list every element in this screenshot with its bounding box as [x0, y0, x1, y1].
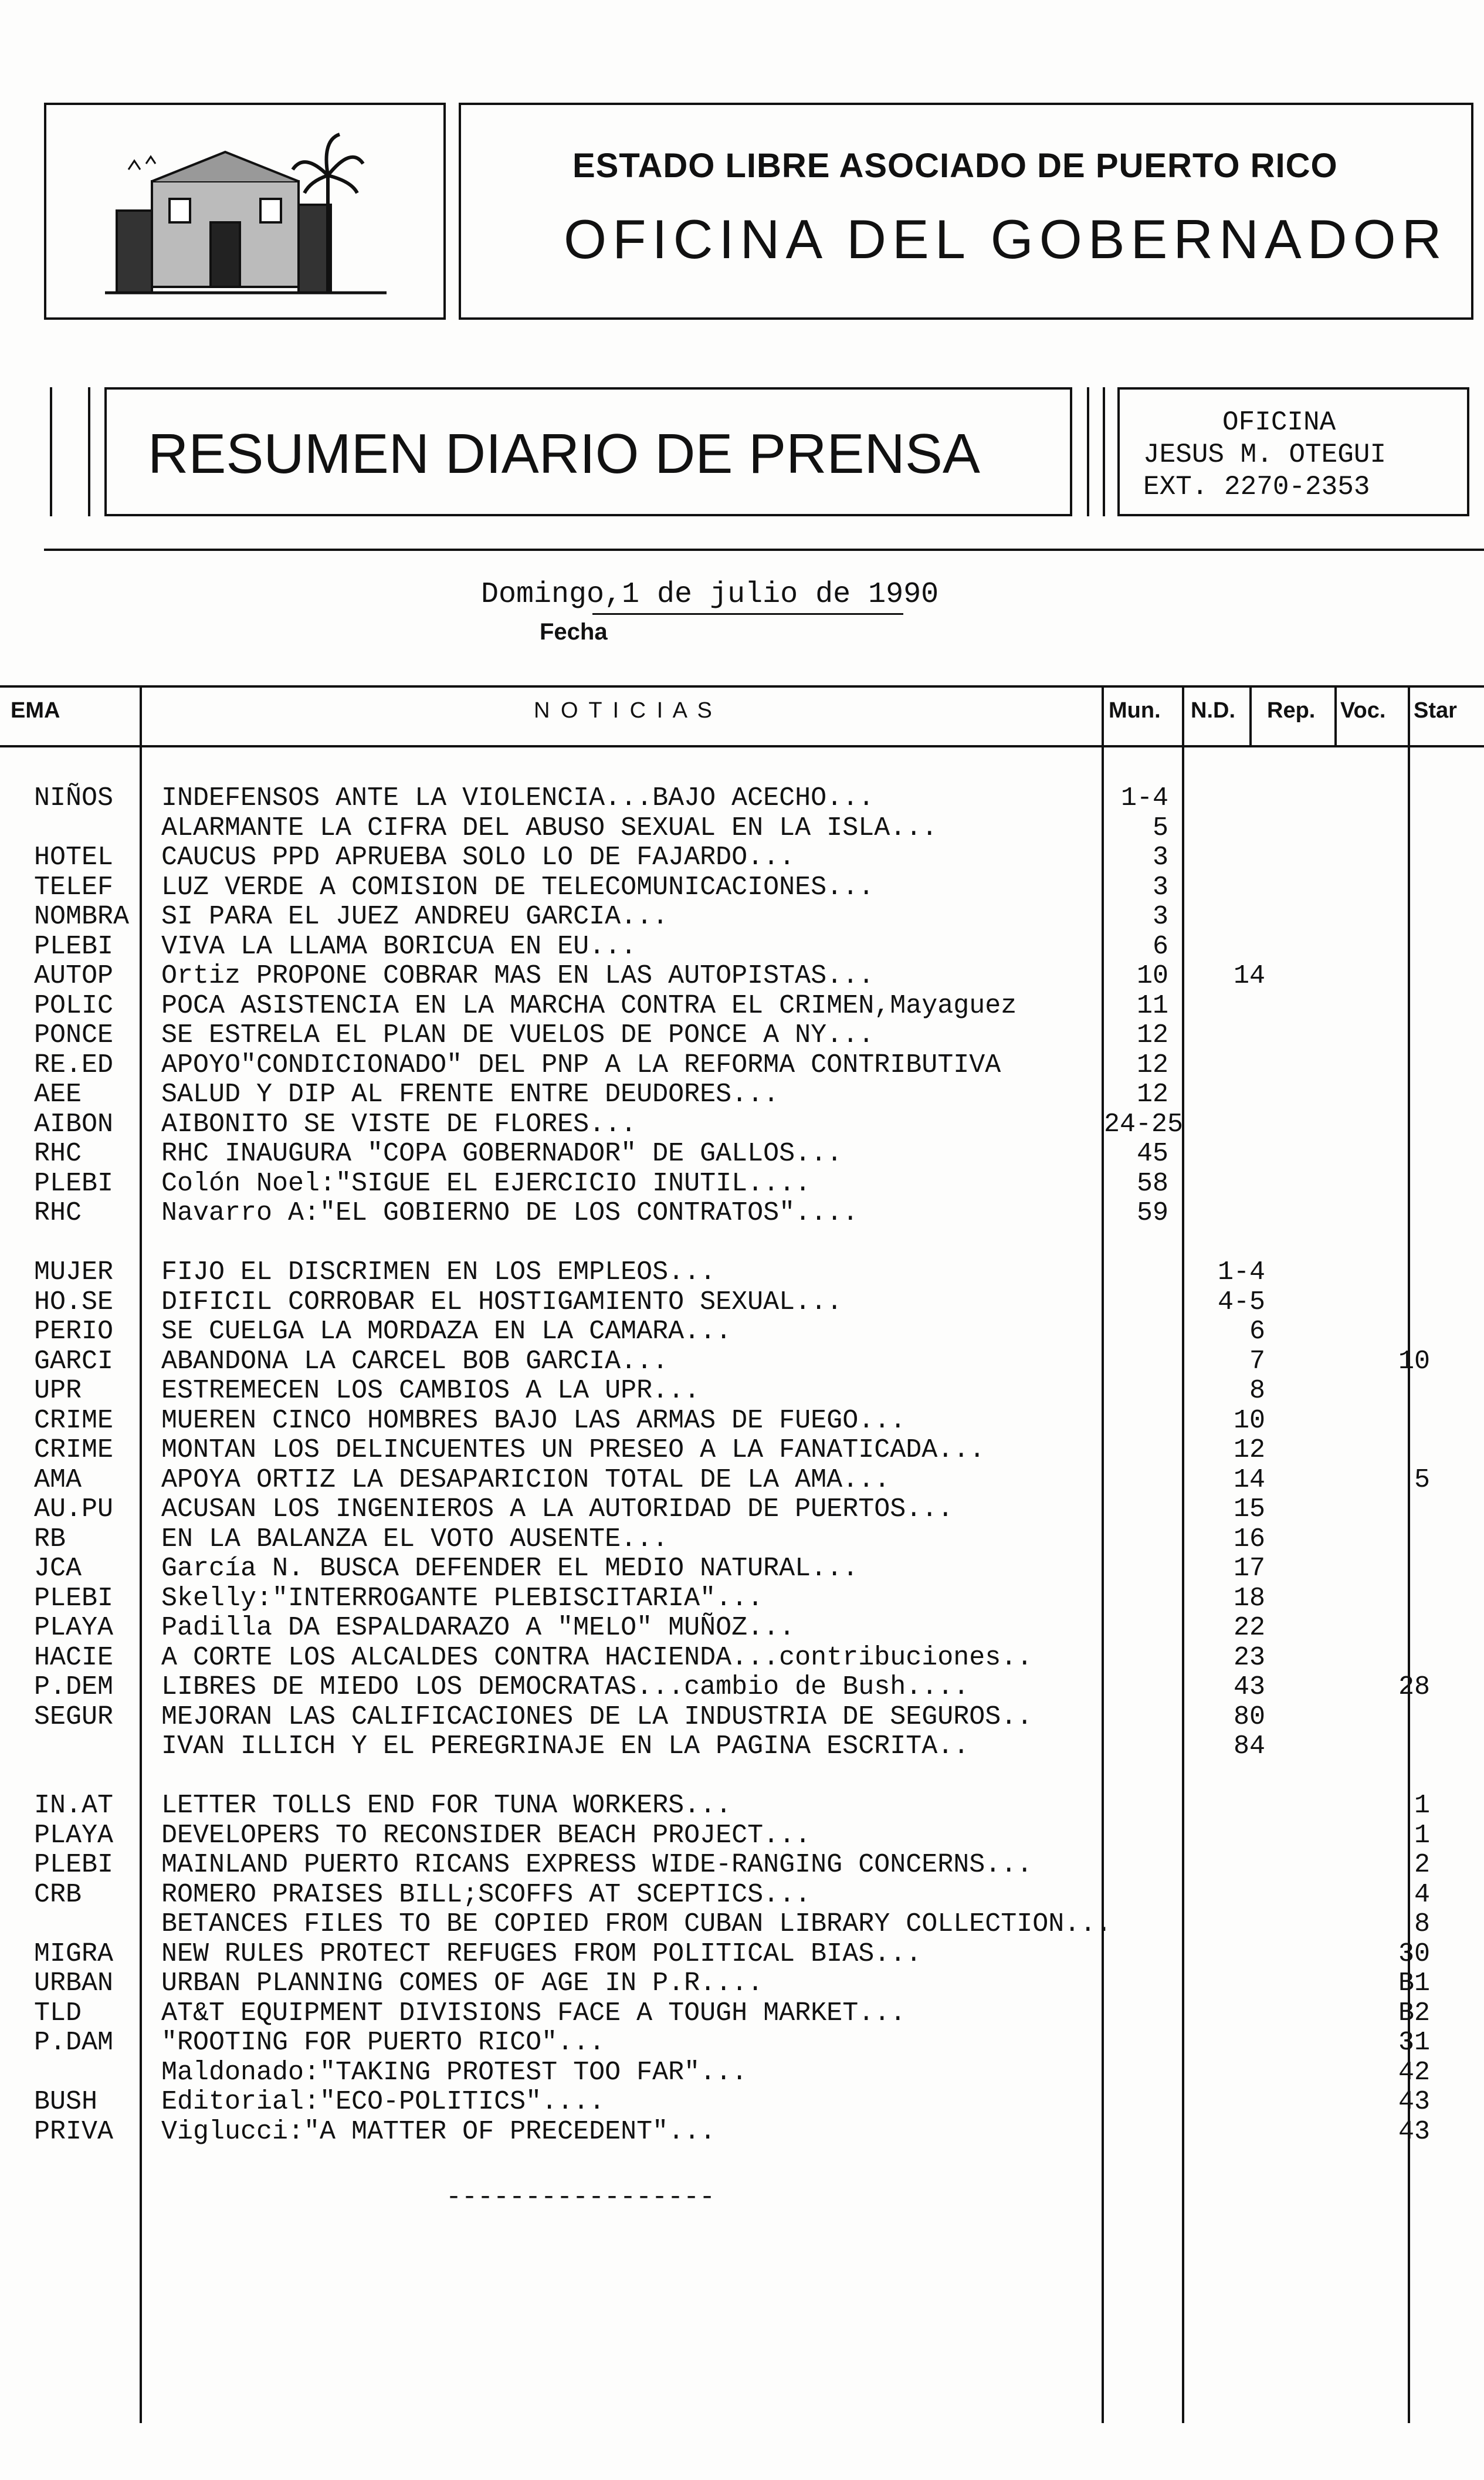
row-headline: SI PARA EL JUEZ ANDREU GARCIA... — [161, 902, 669, 932]
row-tema: AU.PU — [34, 1494, 114, 1524]
row-headline: MONTAN LOS DELINCUENTES UN PRESEO A LA FANATICADA... — [161, 1435, 985, 1465]
row-tema: PLEBI — [34, 932, 114, 962]
row-star-page: 8 — [1414, 1909, 1430, 1939]
table-row — [0, 1436, 1484, 1465]
row-headline: APOYO"CONDICIONADO" DEL PNP A LA REFORMA CONTRIBUTIVA — [161, 1050, 1001, 1080]
footer-rule: ----------------- — [446, 2183, 716, 2212]
row-headline: NEW RULES PROTECT REFUGES FROM POLITICAL BIAS... — [161, 1939, 922, 1969]
title-bar-left-1 — [50, 387, 52, 516]
row-mun-page: 11 — [1136, 991, 1168, 1021]
row-tema: CRB — [34, 1880, 82, 1910]
row-headline: ABANDONA LA CARCEL BOB GARCIA... — [161, 1346, 669, 1376]
row-headline: VIVA LA LLAMA BORICUA EN EU... — [161, 932, 637, 962]
table-row — [0, 1466, 1484, 1495]
row-tema: AUTOP — [34, 961, 114, 991]
row-tema: BUSH — [34, 2087, 98, 2117]
row-mun-page: 1-4 — [1120, 783, 1168, 813]
row-headline: Editorial:"ECO-POLITICS".... — [161, 2087, 605, 2117]
row-nd-page: 14 — [1233, 961, 1265, 991]
row-tema: PRIVA — [34, 2117, 114, 2147]
row-tema: PLEBI — [34, 1584, 114, 1613]
row-mun-page: 5 — [1152, 813, 1168, 843]
table-row — [0, 1821, 1484, 1850]
row-tema: RHC — [34, 1198, 82, 1228]
row-nd-page: 1-4 — [1217, 1257, 1265, 1287]
row-tema: HOTEL — [34, 843, 114, 872]
header-line-1: ESTADO LIBRE ASOCIADO DE PUERTO RICO — [572, 147, 1338, 185]
table-row — [0, 1051, 1484, 1080]
table-top-rule — [0, 685, 1484, 688]
row-tema: PLEBI — [34, 1169, 114, 1199]
row-mun-page: 24-25 — [1104, 1109, 1184, 1139]
title-bar-right-2 — [1103, 387, 1105, 516]
row-headline: Ortiz PROPONE COBRAR MAS EN LAS AUTOPISTAS... — [161, 961, 875, 991]
row-headline: SALUD Y DIP AL FRENTE ENTRE DEUDORES... — [161, 1080, 780, 1109]
row-tema: TELEF — [34, 872, 114, 902]
table-row — [0, 1229, 1484, 1258]
table-row — [0, 1791, 1484, 1821]
title-box — [104, 387, 1072, 516]
row-headline: RHC INAUGURA "COPA GOBERNADOR" DE GALLOS... — [161, 1139, 843, 1169]
row-headline: Padilla DA ESPALDARAZO A "MELO" MUÑOZ... — [161, 1613, 795, 1643]
table-row — [0, 902, 1484, 932]
date-value: Domingo,1 de julio de 1990 — [481, 578, 939, 611]
row-tema: JCA — [34, 1554, 82, 1584]
table-row — [0, 784, 1484, 813]
row-nd-page: 14 — [1233, 1465, 1265, 1495]
table-row — [0, 873, 1484, 902]
row-headline: MAINLAND PUERTO RICANS EXPRESS WIDE-RANGING CONCERNS... — [161, 1850, 1033, 1880]
logo-box — [44, 103, 446, 320]
table-row — [0, 1673, 1484, 1702]
table-row — [0, 1139, 1484, 1169]
table-row — [0, 1258, 1484, 1287]
row-mun-page: 3 — [1152, 902, 1168, 932]
table-row — [0, 1021, 1484, 1050]
row-tema: PLEBI — [34, 1850, 114, 1880]
table-row — [0, 2028, 1484, 2058]
row-headline: MEJORAN LAS CALIFICACIONES DE LA INDUSTRIA DE SEGUROS.. — [161, 1702, 1033, 1732]
table-row — [0, 1406, 1484, 1436]
row-headline: Viglucci:"A MATTER OF PRECEDENT"... — [161, 2117, 716, 2147]
row-mun-page: 10 — [1136, 961, 1168, 991]
row-headline: AT&T EQUIPMENT DIVISIONS FACE A TOUGH MARKET... — [161, 1998, 906, 2028]
row-star-page: 28 — [1398, 1672, 1430, 1702]
table-row — [0, 1169, 1484, 1199]
date-underline — [592, 613, 903, 615]
row-star-page: 31 — [1398, 2028, 1430, 2058]
row-nd-page: 12 — [1233, 1435, 1265, 1465]
col-divider-nd — [1249, 685, 1252, 745]
row-mun-page: 59 — [1136, 1198, 1168, 1228]
page-title: RESUMEN DIARIO DE PRENSA — [148, 422, 980, 485]
separator-rule — [44, 549, 1484, 551]
table-row — [0, 932, 1484, 962]
row-headline: Colón Noel:"SIGUE EL EJERCICIO INUTIL.... — [161, 1169, 811, 1199]
row-headline: A CORTE LOS ALCALDES CONTRA HACIENDA...contribuciones.. — [161, 1643, 1033, 1673]
table-row — [0, 1940, 1484, 1969]
row-mun-page: 12 — [1136, 1080, 1168, 1109]
table-row — [0, 1376, 1484, 1406]
row-tema: PERIO — [34, 1317, 114, 1346]
row-headline: CAUCUS PPD APRUEBA SOLO LO DE FAJARDO... — [161, 843, 795, 872]
table-row — [0, 1080, 1484, 1109]
table-row — [0, 962, 1484, 991]
table-row — [0, 1495, 1484, 1524]
table-row — [0, 1703, 1484, 1732]
row-nd-page: 6 — [1249, 1317, 1265, 1346]
table-row — [0, 1554, 1484, 1584]
row-tema: HACIE — [34, 1643, 114, 1673]
office-line-1: OFICINA — [1222, 407, 1336, 438]
row-headline: SE ESTRELA EL PLAN DE VUELOS DE PONCE A NY... — [161, 1020, 875, 1050]
row-tema: MUJER — [34, 1257, 114, 1287]
row-headline: POCA ASISTENCIA EN LA MARCHA CONTRA EL CRIMEN,Mayaguez — [161, 991, 1017, 1021]
row-nd-page: 23 — [1233, 1643, 1265, 1673]
table-row — [0, 1732, 1484, 1761]
col-header-mun: Mun. — [1109, 698, 1161, 723]
row-headline: García N. BUSCA DEFENDER EL MEDIO NATURAL... — [161, 1554, 859, 1584]
row-mun-page: 58 — [1136, 1169, 1168, 1199]
row-tema: HO.SE — [34, 1287, 114, 1317]
row-headline: ROMERO PRAISES BILL;SCOFFS AT SCEPTICS... — [161, 1880, 811, 1910]
row-tema: UPR — [34, 1376, 82, 1406]
row-star-page: 4 — [1414, 1880, 1430, 1910]
col-header-star: Star — [1414, 698, 1457, 723]
row-tema: RB — [34, 1524, 66, 1554]
table-row — [0, 2087, 1484, 2117]
col-header-tema: EMA — [11, 698, 60, 723]
row-headline: ALARMANTE LA CIFRA DEL ABUSO SEXUAL EN LA ISLA... — [161, 813, 938, 843]
row-tema: POLIC — [34, 991, 114, 1021]
row-star-page: 1 — [1414, 1821, 1430, 1850]
office-box — [1117, 387, 1469, 516]
row-tema: NOMBRA — [34, 902, 130, 932]
governor-mansion-illustration-icon — [46, 105, 443, 317]
table-row — [0, 1643, 1484, 1673]
row-tema: RHC — [34, 1139, 82, 1169]
table-row — [0, 2117, 1484, 2147]
row-headline: URBAN PLANNING COMES OF AGE IN P.R.... — [161, 1968, 764, 1998]
table-row — [0, 843, 1484, 872]
row-tema: PLAYA — [34, 1613, 114, 1643]
row-tema: CRIME — [34, 1435, 114, 1465]
table-row — [0, 1910, 1484, 1939]
row-headline: AIBONITO SE VISTE DE FLORES... — [161, 1109, 637, 1139]
row-star-page: B2 — [1398, 1998, 1430, 2028]
row-headline: ACUSAN LOS INGENIEROS A LA AUTORIDAD DE PUERTOS... — [161, 1494, 954, 1524]
row-tema: URBAN — [34, 1968, 114, 1998]
row-mun-page: 12 — [1136, 1050, 1168, 1080]
row-mun-page: 3 — [1152, 843, 1168, 872]
row-star-page: 10 — [1398, 1346, 1430, 1376]
row-tema: AMA — [34, 1465, 82, 1495]
row-star-page: 1 — [1414, 1791, 1430, 1821]
row-tema: PLAYA — [34, 1821, 114, 1850]
row-headline: DIFICIL CORROBAR EL HOSTIGAMIENTO SEXUAL... — [161, 1287, 843, 1317]
row-tema: AIBON — [34, 1109, 114, 1139]
row-mun-page: 6 — [1152, 932, 1168, 962]
row-headline: "ROOTING FOR PUERTO RICO"... — [161, 2028, 605, 2058]
row-mun-page: 3 — [1152, 872, 1168, 902]
row-star-page: 5 — [1414, 1465, 1430, 1495]
row-headline: SE CUELGA LA MORDAZA EN LA CAMARA... — [161, 1317, 732, 1346]
title-bar-left-2 — [88, 387, 90, 516]
row-tema: TLD — [34, 1998, 82, 2028]
col-header-nd: N.D. — [1191, 698, 1235, 723]
col-header-voc: Voc. — [1340, 698, 1386, 723]
table-row — [0, 992, 1484, 1021]
row-nd-page: 22 — [1233, 1613, 1265, 1643]
row-headline: DEVELOPERS TO RECONSIDER BEACH PROJECT... — [161, 1821, 811, 1850]
row-mun-page: 12 — [1136, 1020, 1168, 1050]
row-star-page: 43 — [1398, 2117, 1430, 2147]
row-tema: CRIME — [34, 1406, 114, 1436]
title-bar-right-1 — [1087, 387, 1089, 516]
row-nd-page: 17 — [1233, 1554, 1265, 1584]
row-nd-page: 43 — [1233, 1672, 1265, 1702]
table-row — [0, 1584, 1484, 1613]
row-star-page: 43 — [1398, 2087, 1430, 2117]
row-tema: IN.AT — [34, 1791, 114, 1821]
table-row — [0, 1199, 1484, 1228]
col-divider-rep — [1334, 685, 1337, 745]
row-star-page: B1 — [1398, 1968, 1430, 1998]
row-headline: ESTREMECEN LOS CAMBIOS A LA UPR... — [161, 1376, 700, 1406]
row-tema: GARCI — [34, 1346, 114, 1376]
office-line-2: JESUS M. OTEGUI — [1143, 439, 1387, 470]
row-tema: MIGRA — [34, 1939, 114, 1969]
table-row — [0, 1880, 1484, 1910]
table-header-rule — [0, 745, 1484, 747]
row-nd-page: 8 — [1249, 1376, 1265, 1406]
table-row — [0, 1969, 1484, 1998]
date-label: Fecha — [540, 619, 608, 645]
row-nd-page: 4-5 — [1217, 1287, 1265, 1317]
header-box — [459, 103, 1473, 320]
col-header-noticias: N O T I C I A S — [534, 698, 714, 723]
row-headline: LUZ VERDE A COMISION DE TELECOMUNICACIONES... — [161, 872, 875, 902]
row-tema: P.DEM — [34, 1672, 114, 1702]
row-headline: BETANCES FILES TO BE COPIED FROM CUBAN LIBRARY COLLECTION... — [161, 1909, 1112, 1939]
row-headline: INDEFENSOS ANTE LA VIOLENCIA...BAJO ACECHO... — [161, 783, 875, 813]
row-nd-page: 80 — [1233, 1702, 1265, 1732]
row-headline: LIBRES DE MIEDO LOS DEMOCRATAS...cambio de Bush.... — [161, 1672, 970, 1702]
row-headline: LETTER TOLLS END FOR TUNA WORKERS... — [161, 1791, 732, 1821]
office-line-3: EXT. 2270-2353 — [1143, 472, 1370, 502]
row-star-page: 2 — [1414, 1850, 1430, 1880]
table-row — [0, 1762, 1484, 1791]
col-header-rep: Rep. — [1267, 698, 1316, 723]
row-star-page: 42 — [1398, 2058, 1430, 2087]
row-tema: P.DAM — [34, 2028, 114, 2058]
table-row — [0, 1110, 1484, 1139]
row-nd-page: 7 — [1249, 1346, 1265, 1376]
row-nd-page: 16 — [1233, 1524, 1265, 1554]
row-mun-page: 45 — [1136, 1139, 1168, 1169]
row-headline: EN LA BALANZA EL VOTO AUSENTE... — [161, 1524, 669, 1554]
table-row — [0, 814, 1484, 843]
row-headline: Skelly:"INTERROGANTE PLEBISCITARIA"... — [161, 1584, 764, 1613]
table-row — [0, 1347, 1484, 1376]
row-headline: FIJO EL DISCRIMEN EN LOS EMPLEOS... — [161, 1257, 716, 1287]
row-tema: SEGUR — [34, 1702, 114, 1732]
table-row — [0, 1850, 1484, 1880]
table-row — [0, 1613, 1484, 1643]
row-star-page: 30 — [1398, 1939, 1430, 1969]
row-headline: IVAN ILLICH Y EL PEREGRINAJE EN LA PAGINA ESCRITA.. — [161, 1731, 970, 1761]
row-headline: Maldonado:"TAKING PROTEST TOO FAR"... — [161, 2058, 748, 2087]
row-headline: Navarro A:"EL GOBIERNO DE LOS CONTRATOS".... — [161, 1198, 859, 1228]
table-row — [0, 1999, 1484, 2028]
row-nd-page: 84 — [1233, 1731, 1265, 1761]
row-headline: APOYA ORTIZ LA DESAPARICION TOTAL DE LA AMA... — [161, 1465, 890, 1495]
row-headline: MUEREN CINCO HOMBRES BAJO LAS ARMAS DE FUEGO... — [161, 1406, 906, 1436]
row-tema: RE.ED — [34, 1050, 114, 1080]
row-tema: AEE — [34, 1080, 82, 1109]
row-nd-page: 18 — [1233, 1584, 1265, 1613]
table-row — [0, 2058, 1484, 2087]
row-nd-page: 15 — [1233, 1494, 1265, 1524]
table-row — [0, 1288, 1484, 1317]
header-line-2: OFICINA DEL GOBERNADOR — [564, 208, 1448, 270]
row-tema: NIÑOS — [34, 783, 114, 813]
table-row — [0, 1525, 1484, 1554]
row-tema: PONCE — [34, 1020, 114, 1050]
row-nd-page: 10 — [1233, 1406, 1265, 1436]
table-row — [0, 1317, 1484, 1346]
